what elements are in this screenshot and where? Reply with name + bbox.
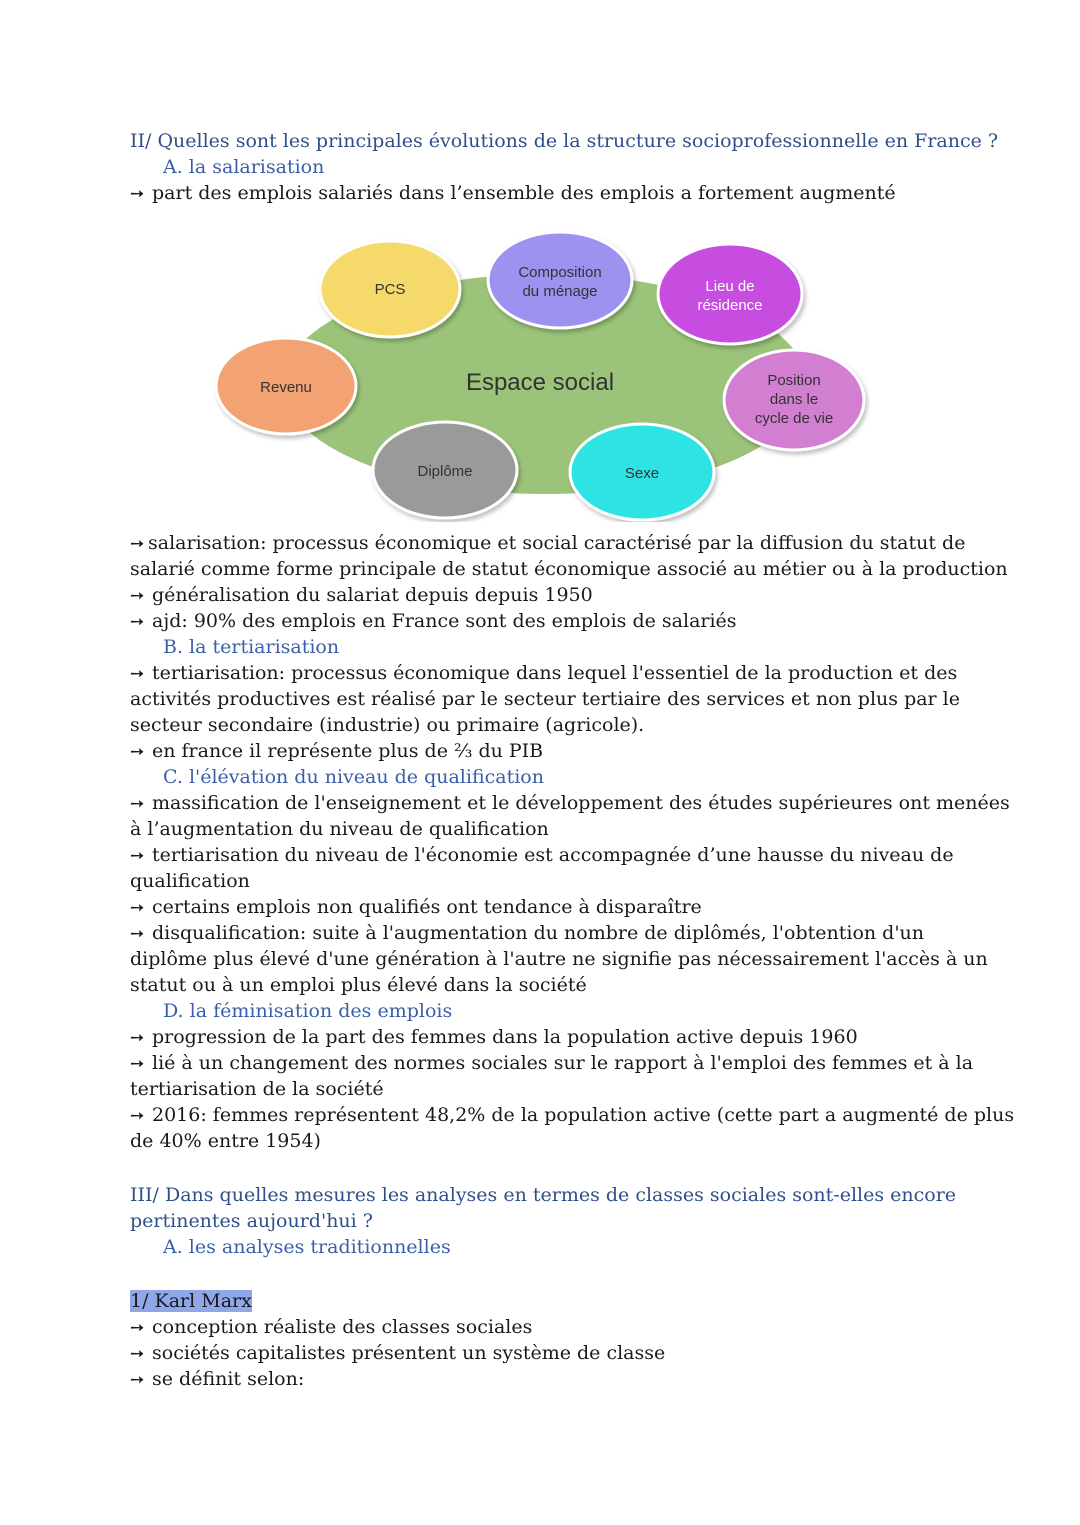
- bullet-line: [130, 1314, 532, 1341]
- bullet-line: [130, 660, 957, 687]
- subsection-3a-heading: A. les analyses traditionnelles: [163, 1236, 451, 1258]
- marx-heading: [130, 1288, 252, 1314]
- arrow-icon: ➙: [130, 742, 145, 762]
- bullet-line: [130, 1340, 665, 1367]
- bullet-line: [130, 842, 954, 869]
- arrow-icon: ➙: [130, 664, 145, 684]
- bullet-line: [130, 582, 593, 609]
- paragraph-line: qualification: [130, 870, 250, 892]
- bullet-text: tertiarisation du niveau de l'économie est accompagnée d’une hausse du niveau de: [152, 844, 954, 866]
- bullet-line: [130, 1024, 858, 1051]
- position-label-3: cycle de vie: [754, 410, 834, 427]
- arrow-icon: ➙: [130, 586, 145, 606]
- pcs-label: PCS: [374, 281, 406, 298]
- bullet-text: ajd: 90% des emplois en France sont des emplois de salariés: [152, 610, 737, 632]
- section-2-heading: II/ Quelles sont les principales évolutions de la structure socioprofessionnelle en France ?: [130, 130, 999, 152]
- bubble-revenu: [216, 338, 356, 434]
- bubble-diplome: [373, 422, 517, 518]
- bullet-line: [130, 1102, 1014, 1129]
- section-3-heading-line-2: pertinentes aujourd'hui ?: [130, 1210, 373, 1232]
- arrow-icon: ➙: [130, 184, 145, 204]
- paragraph-line: secteur secondaire (industrie) ou primaire (agricole).: [130, 714, 645, 736]
- arrow-icon: ➙: [130, 1318, 145, 1338]
- bullet-text: disqualification: suite à l'augmentation du nombre de diplômés, l'obtention d'un: [152, 922, 925, 944]
- lieu-label-1: Lieu de: [705, 278, 755, 295]
- bullet-line: [130, 738, 543, 765]
- bullet-text: part des emplois salariés dans l’ensemble des emplois a fortement augmenté: [152, 182, 896, 204]
- arrow-icon: ➙: [130, 794, 145, 814]
- bullet-text: massification de l'enseignement et le développement des études supérieures ont menées: [152, 792, 1010, 814]
- bubble-position-cycle-vie: [724, 350, 864, 450]
- paragraph-line: de 40% entre 1954): [130, 1130, 321, 1152]
- bubble-sexe: [570, 424, 714, 520]
- bullet-line: [130, 920, 924, 947]
- arrow-icon: ➙: [130, 846, 145, 866]
- paragraph-line: à l’augmentation du niveau de qualification: [130, 818, 549, 840]
- arrow-icon: ➙: [130, 1344, 145, 1364]
- paragraph-line: diplôme plus élevé d'une génération à l'autre ne signifie pas nécessairement l'accès à un: [130, 948, 988, 970]
- arrow-icon: ➙: [130, 1028, 145, 1048]
- bullet-text: certains emplois non qualifiés ont tendance à disparaître: [152, 896, 702, 918]
- bullet-line: [130, 1366, 304, 1393]
- paragraph-line: tertiarisation de la société: [130, 1078, 384, 1100]
- subsection-a-heading: A. la salarisation: [163, 156, 325, 178]
- arrow-icon: ➙: [130, 898, 145, 918]
- bullet-text: tertiarisation: processus économique dans lequel l'essentiel de la production et des: [152, 662, 958, 684]
- arrow-icon: ➙: [130, 924, 145, 944]
- arrow-icon: ➙: [130, 1054, 145, 1074]
- bubble-lieu-residence: [658, 244, 802, 344]
- arrow-icon: ➙: [130, 1106, 145, 1126]
- marx-title-highlight: 1/ Karl Marx: [130, 1290, 252, 1312]
- bullet-line: [130, 894, 702, 921]
- bullet-text: lié à un changement des normes sociales sur le rapport à l'emploi des femmes et à la: [152, 1052, 974, 1074]
- bubble-pcs: [320, 241, 460, 337]
- bullet-line: [130, 608, 737, 635]
- bullet-text: 2016: femmes représentent 48,2% de la population active (cette part a augmenté de plus: [152, 1104, 1015, 1126]
- arrow-icon: ➙: [130, 1370, 145, 1390]
- bullet-text: généralisation du salariat depuis depuis 1950: [152, 584, 593, 606]
- paragraph-line: activités productives est réalisé par le secteur tertiaire des services et non plus par le: [130, 688, 960, 710]
- bullet-line: [130, 180, 896, 207]
- menage-label-2: du ménage: [522, 283, 598, 300]
- bullet-text: conception réaliste des classes sociales: [152, 1316, 533, 1338]
- paragraph-line: statut ou à un emploi plus élevé dans la société: [130, 974, 587, 996]
- diplome-label: Diplôme: [417, 463, 473, 480]
- sexe-label: Sexe: [624, 465, 660, 482]
- subsection-b-heading: B. la tertiarisation: [163, 636, 340, 658]
- espace-social-label: Espace social: [465, 369, 615, 396]
- menage-label-1: Composition: [518, 264, 602, 281]
- arrow-icon: ➙: [130, 534, 145, 554]
- paragraph-line: salarié comme forme principale de statut économique associé au métier ou à la production: [130, 558, 1008, 580]
- bubble-composition-menage: [488, 232, 632, 328]
- bullet-text: se définit selon:: [152, 1368, 305, 1390]
- bullet-text: en france il représente plus de ⅔ du PIB: [152, 740, 544, 762]
- bullet-line: [130, 530, 965, 557]
- position-label-2: dans le: [769, 391, 819, 408]
- bullet-text: salarisation: processus économique et social caractérisé par la diffusion du statut de: [148, 532, 966, 554]
- bullet-line: [130, 1050, 973, 1077]
- bullet-line: [130, 790, 1010, 817]
- revenu-label: Revenu: [260, 379, 312, 396]
- bullet-text: sociétés capitalistes présentent un système de classe: [152, 1342, 666, 1364]
- lieu-label-2: résidence: [697, 297, 763, 314]
- subsection-d-heading: D. la féminisation des emplois: [163, 1000, 453, 1022]
- arrow-icon: ➙: [130, 612, 145, 632]
- subsection-c-heading: C. l'élévation du niveau de qualification: [163, 766, 544, 788]
- section-3-heading-line-1: III/ Dans quelles mesures les analyses en termes de classes sociales sont-elles encore: [130, 1184, 957, 1206]
- bullet-text: progression de la part des femmes dans la population active depuis 1960: [152, 1026, 858, 1048]
- espace-social-diagram: [210, 222, 870, 522]
- position-label-1: Position: [767, 372, 821, 389]
